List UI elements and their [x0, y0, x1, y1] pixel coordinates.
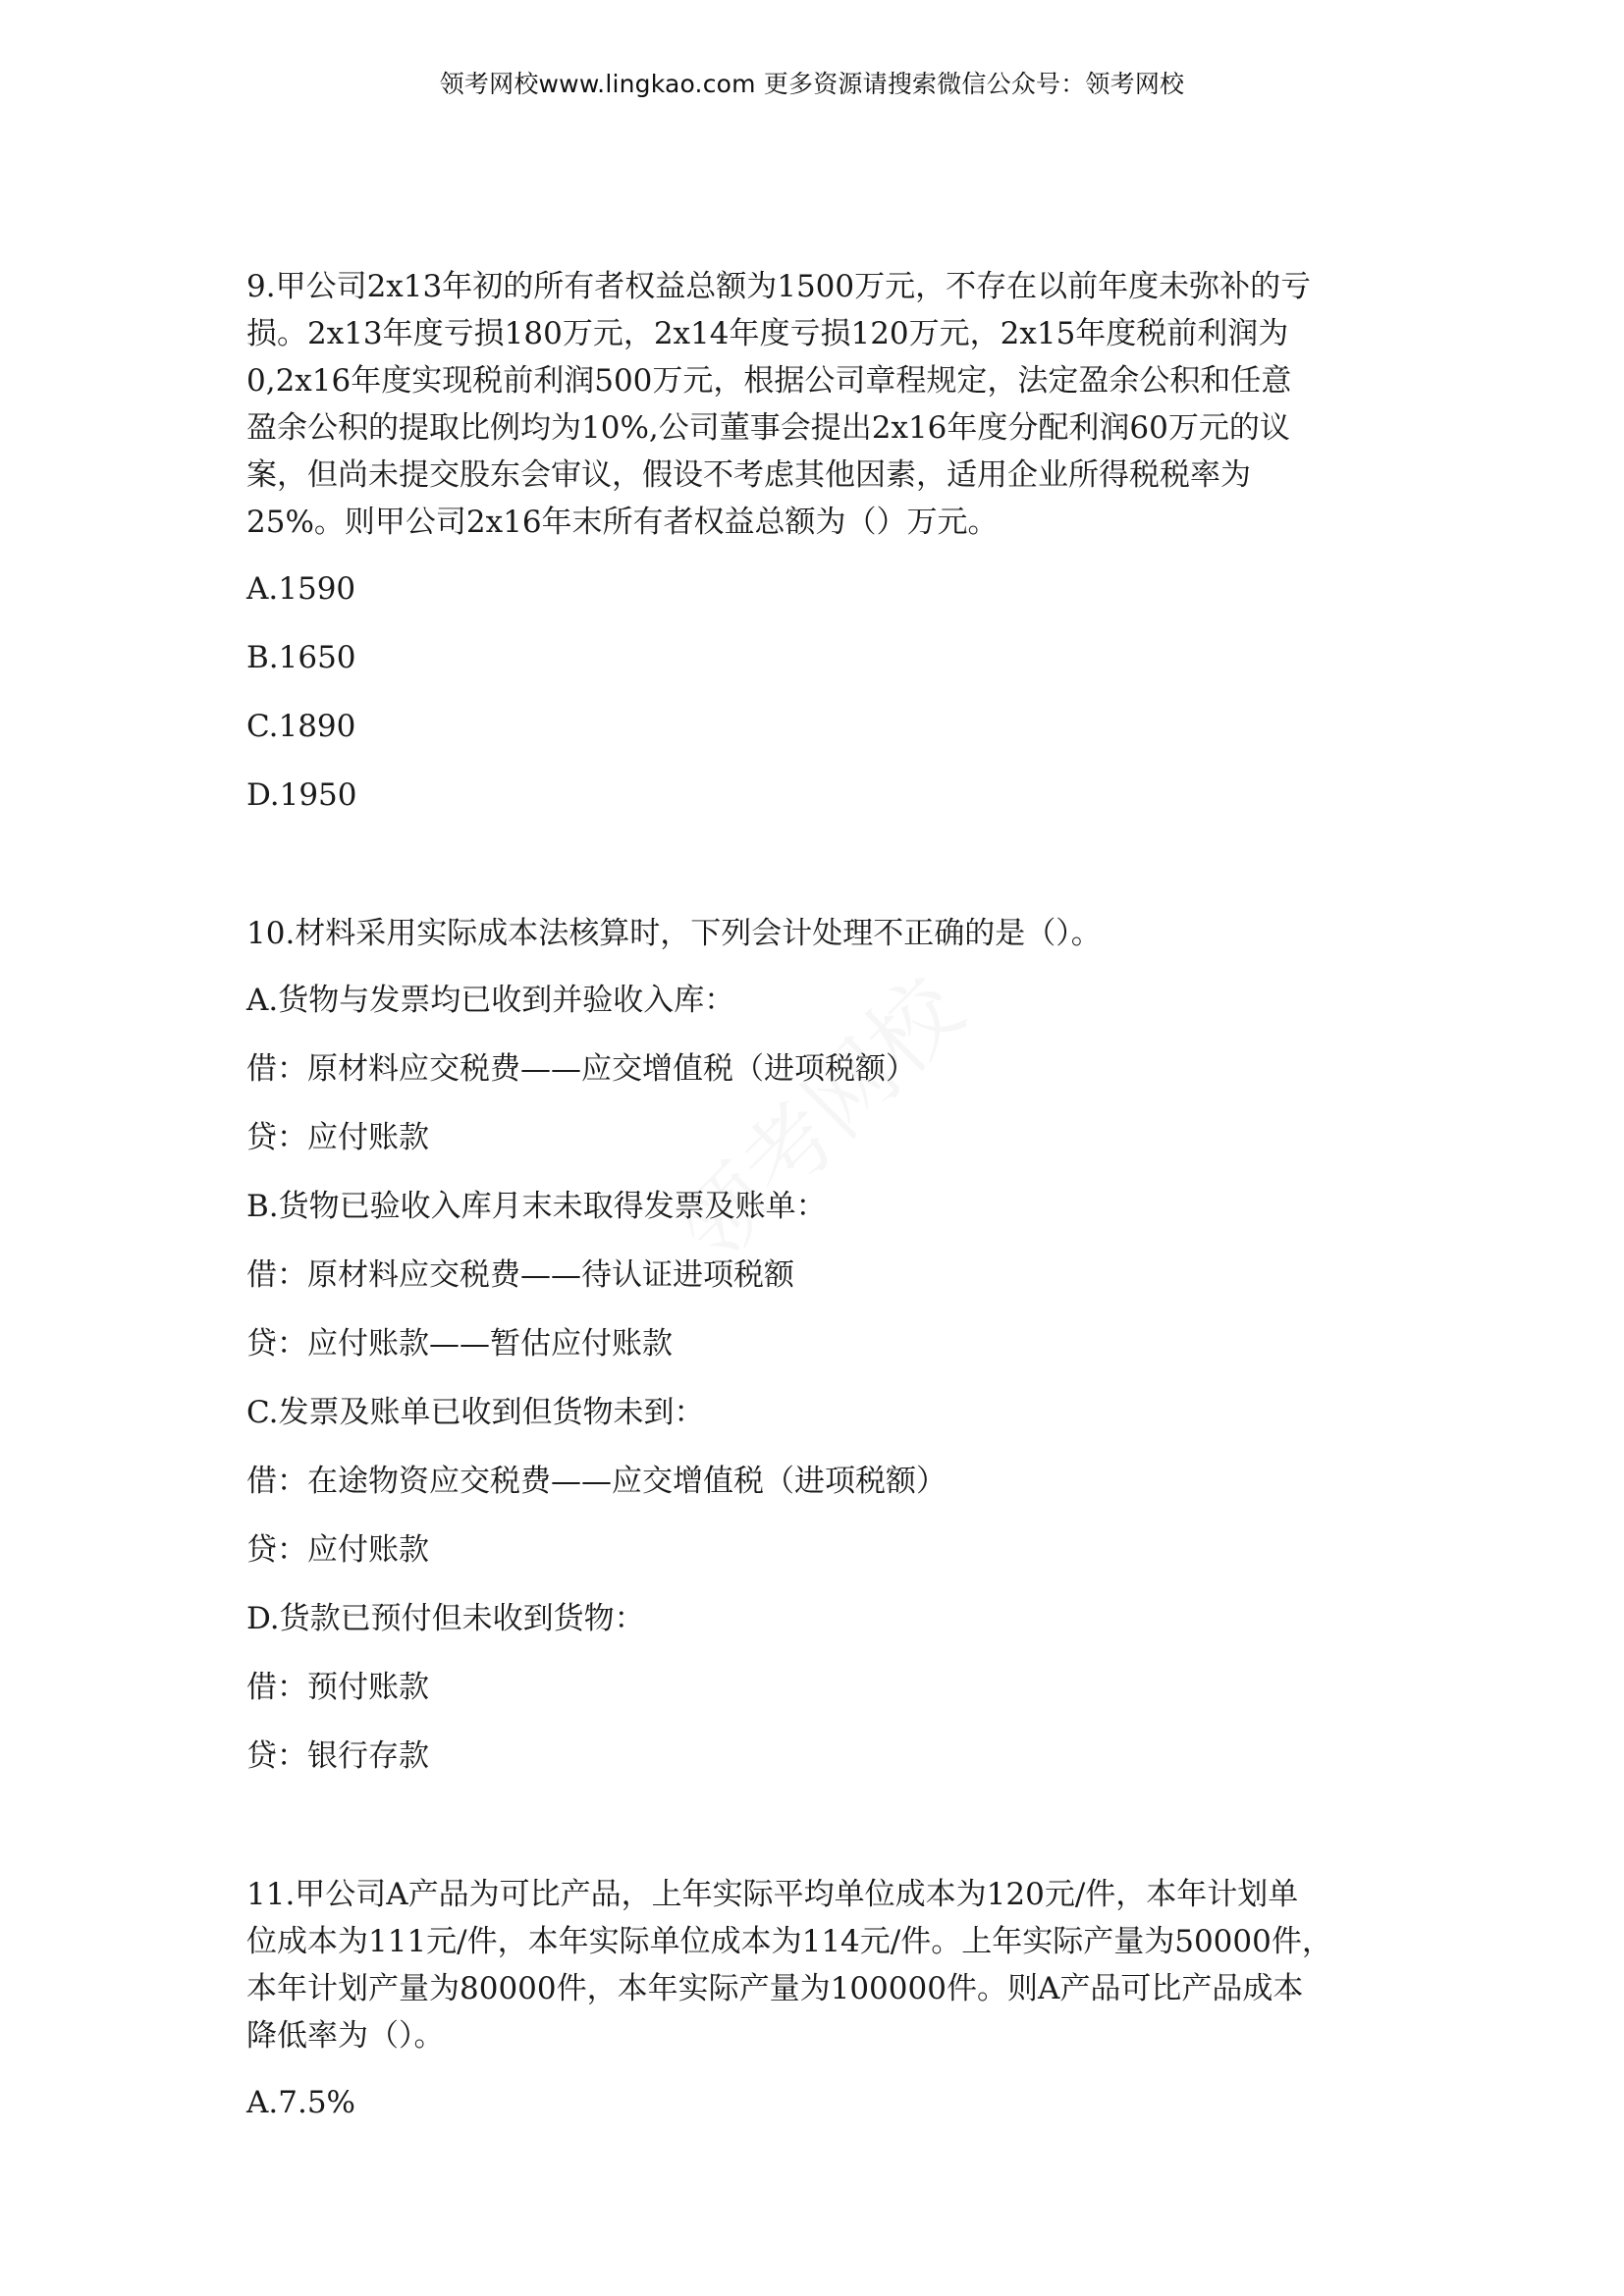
stem-line: 25%。则甲公司2x16年末所有者权益总额为（）万元。 — [246, 505, 999, 540]
option-d: D.货款已预付但未收到货物： — [246, 1601, 645, 1636]
question-10 — [246, 910, 1391, 1780]
option-c: C.1890 — [246, 709, 356, 744]
journal-debit: 借：在途物资应交税费——应交增值税（进项税额） — [246, 1464, 947, 1499]
stem-line: 0,2x16年度实现税前利润500万元，根据公司章程规定，法定盈余公积和任意 — [246, 363, 1292, 399]
stem-line: 10.材料采用实际成本法核算时，下列会计处理不正确的是（）。 — [246, 916, 1102, 951]
journal-credit: 贷：应付账款 — [246, 1532, 429, 1568]
document-body — [246, 263, 1391, 2126]
option-a: A.货物与发票均已收到并验收入库： — [246, 983, 735, 1018]
journal-credit: 贷：应付账款——暂估应付账款 — [246, 1326, 673, 1362]
stem-line: 11.甲公司A产品为可比产品，上年实际平均单位成本为120元/件，本年计划单 — [246, 1877, 1299, 1912]
journal-debit: 借：原材料应交税费——应交增值税（进项税额） — [246, 1051, 916, 1087]
journal-debit: 借：原材料应交税费——待认证进项税额 — [246, 1257, 794, 1293]
question-9-stem — [246, 263, 1391, 546]
option-c: C.发票及账单已收到但货物未到： — [246, 1395, 705, 1430]
option-b: B.1650 — [246, 640, 356, 675]
stem-line: 位成本为111元/件，本年实际单位成本为114元/件。上年实际产量为50000件， — [246, 1924, 1332, 1959]
stem-line: 盈余公积的提取比例均为10%,公司董事会提出2x16年度分配利润60万元的议 — [246, 410, 1290, 446]
page-header: 领考网校www.lingkao.com 更多资源请搜索微信公众号：领考网校 — [439, 70, 1185, 98]
stem-line: 降低率为（）。 — [246, 2018, 445, 2054]
option-a: A.7.5% — [246, 2085, 355, 2120]
option-d: D.1950 — [246, 777, 357, 813]
stem-line: 9.甲公司2x13年初的所有者权益总额为1500万元，不存在以前年度未弥补的亏 — [246, 269, 1312, 304]
question-9 — [246, 263, 1391, 819]
question-11-stem — [246, 1871, 1391, 2059]
option-a: A.1590 — [246, 571, 356, 607]
question-10-stem — [246, 910, 1391, 957]
stem-line: 本年计划产量为80000件，本年实际产量为100000件。则A产品可比产品成本 — [246, 1971, 1304, 2006]
option-b: B.货物已验收入库月末未取得发票及账单： — [246, 1189, 827, 1224]
stem-line: 案，但尚未提交股东会审议，假设不考虑其他因素，适用企业所得税税率为 — [246, 457, 1251, 493]
journal-debit: 借：预付账款 — [246, 1670, 429, 1705]
stem-line: 损。2x13年度亏损180万元，2x14年度亏损120万元，2x15年度税前利润为 — [246, 316, 1289, 351]
journal-credit: 贷：应付账款 — [246, 1120, 429, 1155]
journal-credit: 贷：银行存款 — [246, 1738, 429, 1774]
question-11 — [246, 1871, 1391, 2126]
